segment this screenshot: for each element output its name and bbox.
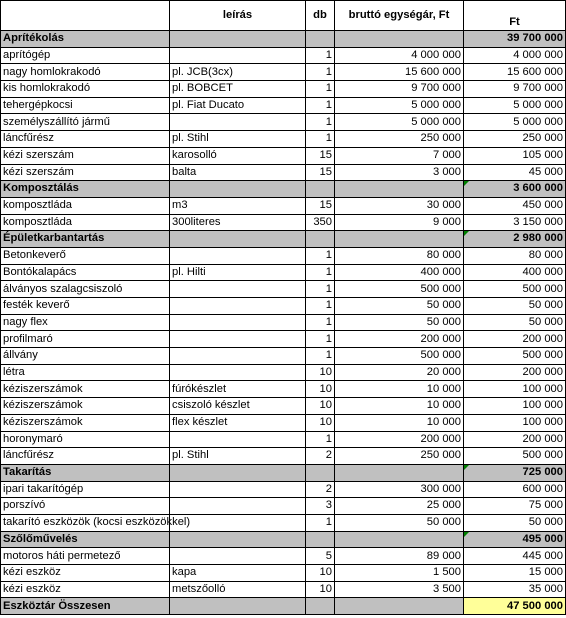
item-sum-cell[interactable]: 100 000 — [464, 381, 566, 398]
item-description-cell[interactable] — [170, 114, 306, 131]
item-row — [1, 514, 566, 531]
category-row — [1, 531, 566, 548]
item-description-cell[interactable] — [170, 331, 306, 348]
item-name-cell[interactable]: kéziszerszámok — [1, 398, 170, 415]
category-empty-cell[interactable] — [306, 231, 335, 248]
item-description-cell[interactable]: csiszoló készlet — [170, 398, 306, 415]
item-quantity-cell[interactable]: 10 — [306, 565, 335, 582]
item-unit-price-cell[interactable]: 80 000 — [335, 247, 464, 264]
item-name-cell[interactable]: aprítógép — [1, 47, 170, 64]
item-description-cell[interactable]: flex készlet — [170, 414, 306, 431]
item-description-cell[interactable]: m3 — [170, 197, 306, 214]
item-row — [1, 431, 566, 448]
item-quantity-cell[interactable]: 1 — [306, 47, 335, 64]
comment-indicator-icon — [464, 465, 469, 470]
item-quantity-cell[interactable]: 10 — [306, 398, 335, 415]
item-unit-price-cell[interactable]: 200 000 — [335, 331, 464, 348]
category-empty-cell[interactable] — [170, 464, 306, 481]
item-quantity-cell[interactable]: 1 — [306, 281, 335, 298]
item-description-cell[interactable]: pl. Hilti — [170, 264, 306, 281]
item-sum-cell[interactable]: 445 000 — [464, 548, 566, 565]
category-empty-cell[interactable] — [170, 531, 306, 548]
category-name-cell[interactable]: Aprítékolás — [1, 31, 170, 48]
item-description-cell[interactable]: pl. Fiat Ducato — [170, 97, 306, 114]
item-description-cell[interactable]: pl. Stihl — [170, 131, 306, 148]
item-sum-cell[interactable]: 15 000 — [464, 565, 566, 582]
item-unit-price-cell[interactable]: 30 000 — [335, 197, 464, 214]
item-quantity-cell[interactable]: 2 — [306, 448, 335, 465]
grand-total-empty-cell[interactable] — [306, 598, 335, 615]
grand-total-row — [1, 598, 566, 615]
item-unit-price-cell[interactable]: 50 000 — [335, 298, 464, 315]
item-unit-price-cell[interactable]: 10 000 — [335, 414, 464, 431]
item-sum-cell[interactable]: 250 000 — [464, 131, 566, 148]
item-description-cell[interactable] — [170, 431, 306, 448]
item-row — [1, 581, 566, 598]
item-row — [1, 281, 566, 298]
category-empty-cell[interactable] — [306, 181, 335, 198]
item-name-cell[interactable]: kézi eszköz — [1, 581, 170, 598]
header-cell-quantity[interactable]: db — [306, 1, 335, 31]
item-name-cell[interactable]: kézi szerszám — [1, 147, 170, 164]
item-unit-price-cell[interactable]: 3 500 — [335, 581, 464, 598]
item-quantity-cell[interactable]: 1 — [306, 97, 335, 114]
item-row — [1, 481, 566, 498]
item-description-cell[interactable]: pl. Stihl — [170, 448, 306, 465]
category-row — [1, 231, 566, 248]
item-name-cell[interactable]: takarító eszközök (kocsi eszközökkel) — [1, 514, 170, 531]
item-quantity-cell[interactable]: 1 — [306, 298, 335, 315]
item-row — [1, 331, 566, 348]
category-total-cell[interactable]: 495 000 — [464, 531, 566, 548]
item-unit-price-cell[interactable]: 4 000 000 — [335, 47, 464, 64]
item-sum-cell[interactable]: 50 000 — [464, 514, 566, 531]
item-quantity-cell[interactable]: 15 — [306, 164, 335, 181]
item-row — [1, 314, 566, 331]
item-row — [1, 498, 566, 515]
item-row — [1, 364, 566, 381]
item-description-cell[interactable] — [170, 498, 306, 515]
item-sum-cell[interactable]: 450 000 — [464, 197, 566, 214]
item-description-cell[interactable] — [170, 314, 306, 331]
item-name-cell[interactable]: profilmaró — [1, 331, 170, 348]
item-quantity-cell[interactable]: 1 — [306, 431, 335, 448]
item-description-cell[interactable] — [170, 281, 306, 298]
item-row — [1, 448, 566, 465]
item-unit-price-cell[interactable]: 50 000 — [335, 314, 464, 331]
item-name-cell[interactable]: személyszállító jármű — [1, 114, 170, 131]
item-name-cell[interactable]: láncfűrész — [1, 131, 170, 148]
item-unit-price-cell[interactable]: 50 000 — [335, 514, 464, 531]
item-row — [1, 414, 566, 431]
item-name-cell[interactable]: motoros háti permetező — [1, 548, 170, 565]
item-row — [1, 247, 566, 264]
item-name-cell[interactable]: tehergépkocsi — [1, 97, 170, 114]
header-cell-unit-price[interactable]: bruttó egységár, Ft — [335, 1, 464, 31]
category-row — [1, 464, 566, 481]
item-quantity-cell[interactable]: 15 — [306, 197, 335, 214]
category-name-cell[interactable]: Épületkarbantartás — [1, 231, 170, 248]
item-name-cell[interactable]: kéziszerszámok — [1, 414, 170, 431]
category-total-cell[interactable]: 725 000 — [464, 464, 566, 481]
item-quantity-cell[interactable]: 15 — [306, 147, 335, 164]
item-row — [1, 298, 566, 315]
item-row — [1, 164, 566, 181]
item-quantity-cell[interactable]: 1 — [306, 131, 335, 148]
category-empty-cell[interactable] — [306, 31, 335, 48]
item-quantity-cell[interactable]: 1 — [306, 331, 335, 348]
item-name-cell[interactable]: kézi eszköz — [1, 565, 170, 582]
item-quantity-cell[interactable]: 5 — [306, 548, 335, 565]
item-sum-cell[interactable]: 5 000 000 — [464, 97, 566, 114]
item-row — [1, 264, 566, 281]
item-row — [1, 131, 566, 148]
item-quantity-cell[interactable]: 2 — [306, 481, 335, 498]
item-row — [1, 97, 566, 114]
item-name-cell[interactable]: kis homlokrakodó — [1, 81, 170, 98]
grand-total-label-cell[interactable]: Eszköztár Összesen — [1, 598, 170, 615]
item-quantity-cell[interactable]: 1 — [306, 514, 335, 531]
category-total-cell[interactable]: 3 600 000 — [464, 181, 566, 198]
item-quantity-cell[interactable]: 10 — [306, 581, 335, 598]
item-unit-price-cell[interactable]: 500 000 — [335, 348, 464, 365]
item-quantity-cell[interactable]: 3 — [306, 498, 335, 515]
item-description-cell[interactable]: fúrókészlet — [170, 381, 306, 398]
item-name-cell[interactable]: nagy flex — [1, 314, 170, 331]
item-description-cell[interactable] — [170, 481, 306, 498]
category-empty-cell[interactable] — [170, 231, 306, 248]
item-description-cell[interactable] — [170, 348, 306, 365]
category-empty-cell[interactable] — [335, 464, 464, 481]
item-unit-price-cell[interactable]: 9 000 — [335, 214, 464, 231]
item-quantity-cell[interactable]: 350 — [306, 214, 335, 231]
item-unit-price-cell[interactable]: 3 000 — [335, 164, 464, 181]
item-sum-cell[interactable]: 600 000 — [464, 481, 566, 498]
item-name-cell[interactable]: Bontókalapács — [1, 264, 170, 281]
item-row — [1, 197, 566, 214]
item-sum-cell[interactable]: 35 000 — [464, 581, 566, 598]
item-row — [1, 147, 566, 164]
grand-total-value-cell[interactable]: 47 500 000 — [464, 598, 566, 615]
category-empty-cell[interactable] — [335, 31, 464, 48]
item-name-cell[interactable]: létra — [1, 364, 170, 381]
item-sum-cell[interactable]: 4 000 000 — [464, 47, 566, 64]
item-quantity-cell[interactable]: 1 — [306, 314, 335, 331]
item-sum-cell[interactable]: 15 600 000 — [464, 64, 566, 81]
item-quantity-cell[interactable]: 10 — [306, 381, 335, 398]
item-unit-price-cell[interactable]: 25 000 — [335, 498, 464, 515]
item-unit-price-cell[interactable]: 20 000 — [335, 364, 464, 381]
category-row — [1, 181, 566, 198]
item-sum-cell[interactable]: 80 000 — [464, 247, 566, 264]
item-row — [1, 64, 566, 81]
item-quantity-cell[interactable]: 1 — [306, 247, 335, 264]
item-sum-cell[interactable]: 50 000 — [464, 314, 566, 331]
item-row — [1, 565, 566, 582]
item-name-cell[interactable]: horonymaró — [1, 431, 170, 448]
item-quantity-cell[interactable]: 10 — [306, 364, 335, 381]
header-cell-description[interactable]: leírás — [170, 1, 306, 31]
grand-total-empty-cell[interactable] — [335, 598, 464, 615]
item-sum-cell[interactable]: 500 000 — [464, 448, 566, 465]
header-row — [1, 1, 566, 31]
item-row — [1, 548, 566, 565]
comment-indicator-icon — [464, 231, 469, 236]
item-quantity-cell[interactable]: 1 — [306, 264, 335, 281]
item-sum-cell[interactable]: 200 000 — [464, 331, 566, 348]
item-quantity-cell[interactable]: 1 — [306, 348, 335, 365]
item-description-cell[interactable] — [170, 47, 306, 64]
item-unit-price-cell[interactable]: 500 000 — [335, 281, 464, 298]
item-sum-cell[interactable]: 200 000 — [464, 364, 566, 381]
item-sum-cell[interactable]: 400 000 — [464, 264, 566, 281]
item-quantity-cell[interactable]: 1 — [306, 64, 335, 81]
item-unit-price-cell[interactable]: 400 000 — [335, 264, 464, 281]
category-empty-cell[interactable] — [170, 31, 306, 48]
item-name-cell[interactable]: nagy homlokrakodó — [1, 64, 170, 81]
item-name-cell[interactable]: állvány — [1, 348, 170, 365]
header-cell-total[interactable]: Ft — [464, 1, 566, 31]
item-unit-price-cell[interactable]: 7 000 — [335, 147, 464, 164]
item-description-cell[interactable] — [170, 247, 306, 264]
item-sum-cell[interactable]: 75 000 — [464, 498, 566, 515]
item-quantity-cell[interactable]: 10 — [306, 414, 335, 431]
item-unit-price-cell[interactable]: 1 500 — [335, 565, 464, 582]
item-row — [1, 81, 566, 98]
item-row — [1, 348, 566, 365]
item-unit-price-cell[interactable]: 300 000 — [335, 481, 464, 498]
item-row — [1, 114, 566, 131]
comment-indicator-icon — [464, 181, 469, 186]
item-sum-cell[interactable]: 50 000 — [464, 298, 566, 315]
category-name-cell[interactable]: Komposztálás — [1, 181, 170, 198]
item-name-cell[interactable]: porszívó — [1, 498, 170, 515]
category-empty-cell[interactable] — [170, 181, 306, 198]
item-sum-cell[interactable]: 5 000 000 — [464, 114, 566, 131]
item-unit-price-cell[interactable]: 89 000 — [335, 548, 464, 565]
item-sum-cell[interactable]: 105 000 — [464, 147, 566, 164]
category-total-cell[interactable]: 39 700 000 — [464, 31, 566, 48]
item-row — [1, 47, 566, 64]
category-empty-cell[interactable] — [335, 531, 464, 548]
item-sum-cell[interactable]: 100 000 — [464, 398, 566, 415]
item-description-cell[interactable]: 300literes — [170, 214, 306, 231]
item-sum-cell[interactable]: 3 150 000 — [464, 214, 566, 231]
item-unit-price-cell[interactable]: 10 000 — [335, 398, 464, 415]
comment-indicator-icon — [464, 532, 469, 537]
item-unit-price-cell[interactable]: 9 700 000 — [335, 81, 464, 98]
item-unit-price-cell[interactable]: 250 000 — [335, 131, 464, 148]
item-description-cell[interactable]: karosolló — [170, 147, 306, 164]
item-sum-cell[interactable]: 9 700 000 — [464, 81, 566, 98]
item-row — [1, 214, 566, 231]
item-name-cell[interactable]: Betonkeverő — [1, 247, 170, 264]
item-description-cell[interactable]: metszőolló — [170, 581, 306, 598]
item-row — [1, 381, 566, 398]
item-name-cell[interactable]: ipari takarítógép — [1, 481, 170, 498]
item-description-cell[interactable]: kapa — [170, 565, 306, 582]
item-name-cell[interactable]: komposztláda — [1, 197, 170, 214]
item-quantity-cell[interactable]: 1 — [306, 81, 335, 98]
item-name-cell[interactable]: kéziszerszámok — [1, 381, 170, 398]
item-description-cell[interactable] — [170, 364, 306, 381]
item-description-cell[interactable]: pl. JCB(3cx) — [170, 64, 306, 81]
item-description-cell[interactable] — [170, 298, 306, 315]
item-description-cell[interactable]: balta — [170, 164, 306, 181]
item-quantity-cell[interactable]: 1 — [306, 114, 335, 131]
item-unit-price-cell[interactable]: 5 000 000 — [335, 114, 464, 131]
item-unit-price-cell[interactable]: 15 600 000 — [335, 64, 464, 81]
category-empty-cell[interactable] — [335, 181, 464, 198]
item-sum-cell[interactable]: 500 000 — [464, 348, 566, 365]
item-unit-price-cell[interactable]: 10 000 — [335, 381, 464, 398]
item-name-cell[interactable]: komposztláda — [1, 214, 170, 231]
item-unit-price-cell[interactable]: 5 000 000 — [335, 97, 464, 114]
category-empty-cell[interactable] — [306, 464, 335, 481]
item-name-cell[interactable]: festék keverő — [1, 298, 170, 315]
grand-total-empty-cell[interactable] — [170, 598, 306, 615]
item-name-cell[interactable]: láncfűrész — [1, 448, 170, 465]
item-row — [1, 398, 566, 415]
item-unit-price-cell[interactable]: 200 000 — [335, 431, 464, 448]
item-sum-cell[interactable]: 45 000 — [464, 164, 566, 181]
category-empty-cell[interactable] — [306, 531, 335, 548]
category-name-cell[interactable]: Szőlőművelés — [1, 531, 170, 548]
item-description-cell[interactable]: pl. BOBCET — [170, 81, 306, 98]
item-name-cell[interactable]: kézi szerszám — [1, 164, 170, 181]
category-name-cell[interactable]: Takarítás — [1, 464, 170, 481]
item-sum-cell[interactable]: 500 000 — [464, 281, 566, 298]
category-total-cell[interactable]: 2 980 000 — [464, 231, 566, 248]
item-sum-cell[interactable]: 200 000 — [464, 431, 566, 448]
category-row — [1, 31, 566, 48]
item-name-cell[interactable]: álványos szalagcsiszoló — [1, 281, 170, 298]
category-empty-cell[interactable] — [335, 231, 464, 248]
item-unit-price-cell[interactable]: 250 000 — [335, 448, 464, 465]
header-cell-name[interactable] — [1, 1, 170, 31]
item-sum-cell[interactable]: 100 000 — [464, 414, 566, 431]
item-description-cell[interactable] — [170, 548, 306, 565]
